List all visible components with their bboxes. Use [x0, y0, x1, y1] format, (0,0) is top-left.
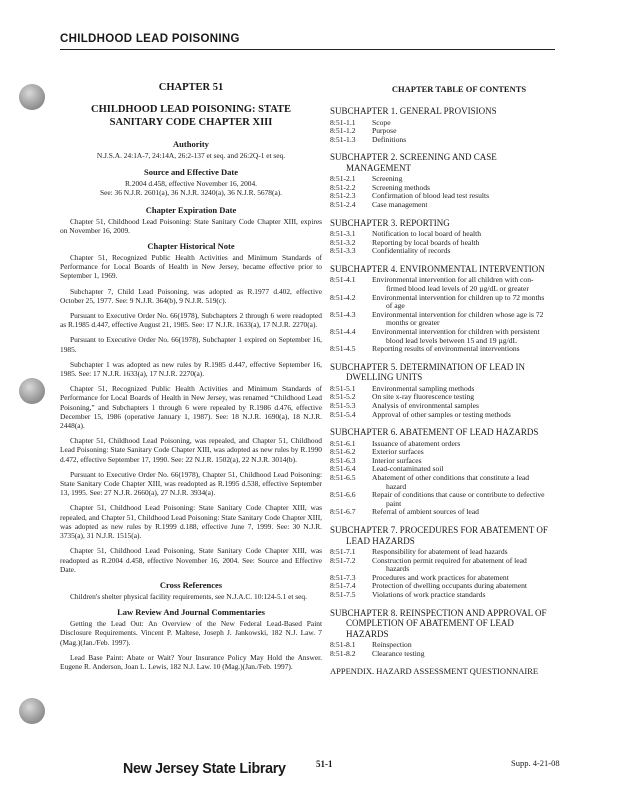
subchapter-heading — [330, 106, 588, 117]
running-head: CHILDHOOD LEAD POISONING — [60, 33, 240, 45]
section-list — [330, 440, 588, 517]
subchapter-heading-line1: SUBCHAPTER 5. DETERMINATION OF LEAD IN — [330, 361, 525, 372]
section-title-text: Environmental intervention for children with persistent — [372, 327, 540, 336]
library-stamp: New Jersey State Library — [123, 760, 286, 777]
law-review-heading: Law Review And Journal Commentaries — [117, 607, 265, 618]
subchapter-heading-line1: SUBCHAPTER 4. ENVIRONMENTAL INTERVENTION — [330, 263, 545, 274]
section-entry — [330, 192, 588, 201]
section-title — [372, 276, 588, 293]
section-number: 8:51-5.2 — [330, 392, 356, 402]
punch-hole-bottom — [19, 698, 45, 724]
section-list — [330, 276, 588, 353]
section-list — [330, 641, 588, 658]
section-title-continuation: months or greater — [386, 318, 440, 328]
section-title — [372, 491, 588, 508]
section-title-text: Purpose — [372, 126, 397, 136]
punch-hole-top — [19, 84, 45, 110]
source-heading: Source and Effective Date — [143, 167, 239, 178]
section-number: 8:51-6.3 — [330, 455, 356, 465]
historical-paragraph: Chapter 51, Childhood Lead Poisoning: State Sanitary Code Chapter XIII, was repealed, and Chapter 51, Childhood Lead Poisoning: State Sanitary Code Chapter XIII, was adopted as new rules by R.1999 d.188, effective June 7, 1999. See: 30 N.J.R. 3735(a), 31 N.J.R. 1515(a). — [60, 503, 322, 541]
section-entry — [330, 294, 588, 311]
section-number: 8:51-4.4 — [330, 327, 356, 336]
subchapter-heading — [330, 218, 588, 229]
section-title — [372, 294, 588, 311]
subchapter-heading-line1: SUBCHAPTER 1. GENERAL PROVISIONS — [330, 106, 497, 116]
section-title-text: Violations of work practice standards — [372, 589, 486, 599]
section-list — [330, 548, 588, 600]
section-title-continuation: firmed blood lead levels of 20 µg/dL or greater — [386, 284, 529, 294]
section-number: 8:51-7.5 — [330, 589, 356, 599]
section-title-text: On site x-ray fluorescence testing — [372, 392, 475, 402]
section-title-text: Repair of conditions that cause or contribute to defective — [372, 490, 545, 500]
section-title-text: Environmental intervention for children whose age is 72 — [372, 309, 544, 319]
historical-heading: Chapter Historical Note — [147, 241, 235, 252]
section-title-text: Issuance of abatement orders — [372, 438, 461, 448]
subchapter-heading-line1: SUBCHAPTER 6. ABATEMENT OF LEAD HAZARDS — [330, 427, 539, 438]
section-entry — [330, 508, 588, 517]
historical-paragraph: Chapter 51, Childhood Lead Poisoning, State Sanitary Code Chapter XIII, was readopted as R.2004 d.458, effective November 16, 2004. See: Source and Effective Date. — [60, 546, 322, 574]
section-title-text: Interior surfaces — [372, 455, 422, 465]
section-number: 8:51-3.1 — [330, 229, 356, 239]
section-title — [372, 119, 588, 128]
section-number: 8:51-3.2 — [330, 237, 356, 247]
section-title-text: Abatement of other conditions that constitute a lead — [372, 473, 530, 483]
subchapter-heading — [330, 525, 588, 546]
table-of-contents — [330, 82, 588, 676]
law-review-paragraph: Getting the Lead Out: An Overview of the New Federal Lead-Based Paint Disclosure Requirements. Vincent P. Maltese, Joseph J. Jankowski, 182 N.J. Law. 7 (Mag.)(Jan./Feb. 1997). — [60, 619, 322, 647]
section-entry — [330, 345, 588, 354]
section-entry — [330, 127, 588, 136]
section-title-text: Referral of ambient sources of lead — [372, 507, 479, 517]
historical-paragraph: Chapter 51, Childhood Lead Poisoning, was repealed, and Chapter 51, Childhood Lead Poisoning: State Sanitary Code Chapter XIII, was adopted as new rules by R.1990 d.472, effective September 17, 1990. See: 22 N.J.R. 1502(a), 22 N.J.R. 3014(b). — [60, 436, 322, 464]
section-number: 8:51-6.7 — [330, 507, 356, 517]
section-title-text: Environmental sampling methods — [372, 383, 475, 393]
section-title-text: Reporting by local boards of health — [372, 237, 480, 247]
section-entry — [330, 136, 588, 145]
section-title — [372, 311, 588, 328]
section-number: 8:51-7.4 — [330, 581, 356, 591]
section-number: 8:51-6.4 — [330, 464, 356, 474]
section-title-text: Procedures and work practices for abatement — [372, 572, 509, 582]
section-entry — [330, 557, 588, 574]
section-number: 8:51-7.1 — [330, 547, 356, 556]
section-list — [330, 230, 588, 256]
section-title-text: Analysis of environmental samples — [372, 400, 479, 410]
source-text-line2: See: 36 N.J.R. 2601(a), 36 N.J.R. 3240(a), 36 N.J.R. 5678(a). — [99, 188, 283, 198]
section-title — [372, 345, 588, 354]
section-number: 8:51-4.1 — [330, 275, 356, 285]
section-title-text: Clearance testing — [372, 648, 425, 658]
section-title-text: Confirmation of blood lead test results — [372, 191, 490, 201]
subchapter-heading — [330, 427, 588, 438]
law-review-paragraph: Lead Base Paint: Abate or Wait? Your Insurance Policy May Hold the Answer. Eugene R. Anderson, Joan L. Lewis, 182 N.J. Law. 10 (Mag.)(Jan./Feb. 1997). — [60, 652, 322, 671]
section-entry — [330, 175, 588, 184]
subchapter-heading — [330, 608, 588, 640]
section-entry — [330, 201, 588, 210]
section-number: 8:51-8.1 — [330, 640, 356, 650]
section-entry — [330, 440, 588, 449]
historical-paragraph: Subchapter 1 was adopted as new rules by R.1985 d.447, effective September 16, 1985. See: 17 N.J.R. 1633(a), 17 N.J.R. 2270(a). — [60, 359, 322, 379]
section-title-text: Protection of dwelling occupants during abatement — [372, 581, 527, 591]
section-entry — [330, 457, 588, 466]
section-title-text: Construction permit required for abatement of lead — [372, 555, 527, 565]
section-entry — [330, 119, 588, 128]
source-text-line1: R.2004 d.458, effective November 16, 2004. — [124, 179, 258, 189]
appendix-line: APPENDIX. HAZARD ASSESSMENT QUESTIONNAIRE — [330, 666, 539, 677]
section-number: 8:51-2.1 — [330, 174, 356, 184]
section-entry — [330, 239, 588, 248]
section-title-text: Approval of other samples or testing methods — [372, 409, 511, 419]
section-entry — [330, 641, 588, 650]
authority-text: N.J.S.A. 24:1A-7, 24:14A, 26:2-137 et seq. and 26:2Q-1 et seq. — [96, 151, 286, 160]
section-title-text: Screening methods — [372, 182, 430, 192]
section-number: 8:51-7.3 — [330, 572, 356, 582]
toc-title: CHAPTER TABLE OF CONTENTS — [391, 84, 527, 94]
section-number: 8:51-1.2 — [330, 126, 356, 136]
left-column — [60, 82, 322, 677]
historical-paragraph: Subchapter 7, Child Lead Poisoning, was adopted as R.1977 d.402, effective October 25, 1977. See: 9 N.J.R. 364(b), 9 N.J.R. 519(c). — [60, 286, 322, 305]
section-title-continuation: paint — [386, 498, 402, 508]
section-entry — [330, 328, 588, 345]
section-title-text: Responsibility for abatement of lead hazards — [372, 547, 508, 556]
page-number: 51-1 — [316, 759, 333, 769]
subchapter-heading-line2: COMPLETION OF ABATEMENT OF LEAD — [346, 618, 514, 629]
section-number: 8:51-6.1 — [330, 438, 356, 448]
header-rule — [60, 49, 555, 50]
section-title-text: Scope — [372, 117, 391, 127]
section-number: 8:51-5.4 — [330, 409, 356, 419]
section-number: 8:51-5.3 — [330, 400, 356, 410]
section-title-text: Reporting results of environmental interventions — [372, 344, 520, 354]
section-title-continuation: hazards — [386, 564, 410, 574]
section-number: 8:51-2.2 — [330, 182, 356, 192]
toc-body — [330, 106, 588, 658]
section-entry — [330, 247, 588, 256]
section-number: 8:51-3.3 — [330, 246, 356, 256]
subchapter-heading-line2: DWELLING UNITS — [346, 372, 423, 383]
section-title — [372, 136, 588, 145]
section-list — [330, 385, 588, 419]
section-list — [330, 119, 588, 145]
section-number: 8:51-4.5 — [330, 344, 356, 354]
section-number: 8:51-2.3 — [330, 191, 356, 201]
section-number: 8:51-8.2 — [330, 648, 356, 658]
section-number: 8:51-6.5 — [330, 473, 356, 483]
subchapter-heading-line1: SUBCHAPTER 8. REINSPECTION AND APPROVAL OF — [330, 607, 547, 618]
section-number: 8:51-4.3 — [330, 309, 356, 319]
authority-heading: Authority — [173, 139, 209, 149]
section-title-text: Reinspection — [372, 640, 412, 650]
subchapter-heading-line1: SUBCHAPTER 2. SCREENING AND CASE — [330, 152, 497, 163]
punch-hole-middle — [19, 378, 45, 404]
section-title-text: Exterior surfaces — [372, 447, 424, 457]
section-title-text: Screening — [372, 174, 403, 184]
expiration-heading: Chapter Expiration Date — [145, 204, 237, 215]
section-entry — [330, 411, 588, 420]
subchapter-heading-line2: LEAD HAZARDS — [346, 535, 415, 546]
section-title-text: Environmental intervention for all children with con- — [372, 275, 534, 285]
section-number: 8:51-1.1 — [330, 117, 356, 127]
section-number: 8:51-6.6 — [330, 490, 356, 500]
section-title — [372, 328, 588, 345]
section-title-continuation: of age — [386, 301, 405, 311]
expiration-text: Chapter 51, Childhood Lead Poisoning: State Sanitary Code Chapter XIII, expires on November 16, 2009. — [60, 216, 322, 235]
subchapter-heading-line2: MANAGEMENT — [346, 162, 411, 173]
section-title — [372, 557, 588, 574]
cross-references-heading: Cross References — [159, 579, 223, 590]
cross-references-text: Children's shelter physical facility requirements, see N.J.A.C. 10:124-5.1 et seq. — [70, 591, 307, 601]
section-entry — [330, 491, 588, 508]
chapter-number: CHAPTER 51 — [158, 82, 224, 93]
section-title-text: Notification to local board of health — [372, 229, 482, 239]
section-entry — [330, 311, 588, 328]
section-entry — [330, 591, 588, 600]
section-title — [372, 508, 588, 517]
section-number: 8:51-7.2 — [330, 555, 356, 565]
section-title-text: Confidentiality of records — [372, 246, 451, 256]
section-title-text: Definitions — [372, 134, 407, 144]
section-title — [372, 650, 588, 659]
historical-paragraph: Chapter 51, Recognized Public Health Activities and Minimum Standards of Performance for Local Boards of Health in New Jersey, became effective prior to September 1, 1969. — [60, 253, 322, 281]
section-entry — [330, 276, 588, 293]
section-entry — [330, 448, 588, 457]
section-number: 8:51-4.2 — [330, 292, 356, 302]
section-number: 8:51-6.2 — [330, 447, 356, 457]
section-title — [372, 411, 588, 420]
chapter-title-line2: SANITARY CODE CHAPTER XIII — [109, 117, 273, 128]
subchapter-heading-line1: SUBCHAPTER 7. PROCEDURES FOR ABATEMENT OF — [330, 525, 548, 535]
section-number: 8:51-1.3 — [330, 134, 356, 144]
historical-paragraph: Chapter 51, Recognized Public Health Activities and Minimum Standards of Performance for Local Boards of Health in New Jersey, was renamed “Childhood Lead Poisoning,” and Subchapters 1 through 6 were repealed by R.1986 d.476, effective December 15, 1986 (operative January 1, 1987). See: 18 N.J.R. 1690(a), 18 N.J.R. 2448(a). — [60, 384, 322, 431]
historical-paragraph: Pursuant to Executive Order No. 66(1978), Subchapter 1 expired on September 16, 1985. — [60, 335, 322, 354]
subchapter-heading — [330, 362, 588, 383]
chapter-title-line1: CHILDHOOD LEAD POISONING: STATE — [90, 104, 292, 115]
historical-paragraph: Pursuant to Executive Order No. 66(1978), Subchapters 2 through 6 were readopted as R.1985 d.447, effective August 21, 1985. See: 17 N.J.R. 1633(a), 17 N.J.R. 2270(a). — [60, 311, 322, 330]
section-title — [372, 591, 588, 600]
section-entry — [330, 650, 588, 659]
section-title-text: Case management — [372, 200, 428, 210]
section-title — [372, 474, 588, 491]
section-number: 8:51-5.1 — [330, 383, 356, 393]
section-entry — [330, 474, 588, 491]
section-title-continuation: blood lead levels between 15 and 19 µg/dL — [386, 335, 518, 345]
section-title-text: Environmental intervention for children up to 72 months — [372, 292, 545, 302]
section-title-text: Lead-contaminated soil — [372, 464, 444, 474]
section-title — [372, 201, 588, 210]
section-title-continuation: hazard — [386, 481, 407, 491]
chapter-title — [60, 103, 322, 129]
subchapter-heading — [330, 264, 588, 275]
subchapter-heading-line3: HAZARDS — [346, 628, 389, 639]
subchapter-heading — [330, 152, 588, 173]
section-list — [330, 175, 588, 209]
supplement-date: Supp. 4-21-08 — [511, 758, 560, 768]
section-number: 8:51-2.4 — [330, 200, 356, 210]
historical-paragraph: Pursuant to Executive Order No. 66(1978), Chapter 51, Childhood Lead Poisoning: State Sanitary Code Chapter XIII, was readopted as R.1995 d.538, effective September 13, 1995. See: 27 N.J.R. 2660(a), 27 N.J.R. 3934(a). — [60, 469, 322, 498]
subchapter-heading-line1: SUBCHAPTER 3. REPORTING — [330, 217, 450, 228]
section-title — [372, 247, 588, 256]
